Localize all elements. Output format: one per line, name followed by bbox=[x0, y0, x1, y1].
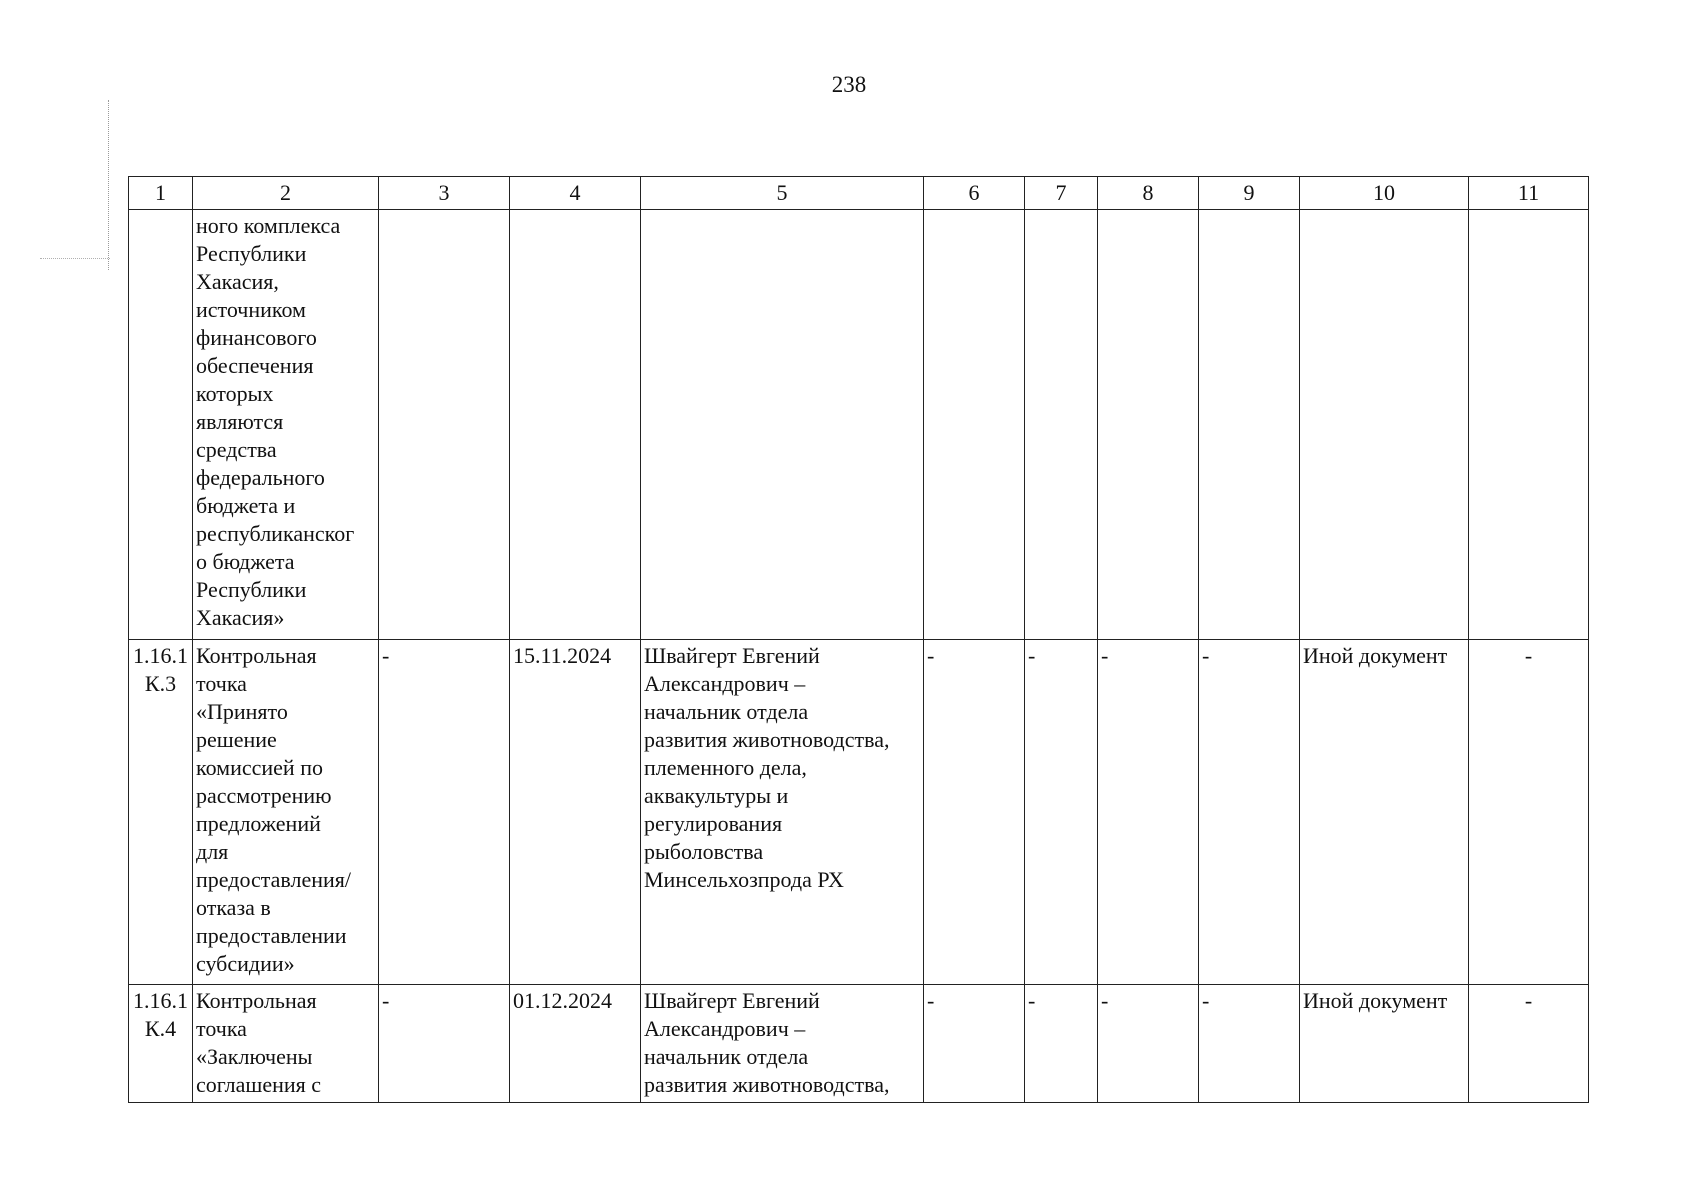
description-cell: Контрольная точка «Принято решение комиссией по рассмотрению предложений для предоставления/ отказа в предоставлении субсидии» bbox=[193, 640, 379, 985]
table-cell: - bbox=[924, 985, 1025, 1103]
table-cell: - bbox=[1025, 985, 1098, 1103]
table-cell bbox=[1025, 210, 1098, 640]
row-number-cell bbox=[129, 210, 193, 640]
row-number-cell: 1.16.1 К.4 bbox=[129, 985, 193, 1103]
table-cell: - bbox=[1025, 640, 1098, 985]
table-cell: - bbox=[1199, 985, 1300, 1103]
document-type-cell: Иной документ bbox=[1300, 985, 1469, 1103]
table-row bbox=[129, 985, 1589, 1103]
table-cell bbox=[1098, 210, 1199, 640]
data-table bbox=[128, 176, 1589, 1103]
column-header: 2 bbox=[193, 177, 379, 210]
column-header: 6 bbox=[924, 177, 1025, 210]
table-cell bbox=[379, 210, 510, 640]
scan-artifact bbox=[40, 258, 110, 259]
table-cell: - bbox=[1098, 985, 1199, 1103]
table-header-row bbox=[129, 177, 1589, 210]
document-type-cell: Иной документ bbox=[1300, 640, 1469, 985]
date-cell bbox=[510, 210, 641, 640]
column-header: 9 bbox=[1199, 177, 1300, 210]
table-cell bbox=[1199, 210, 1300, 640]
document-type-cell bbox=[1300, 210, 1469, 640]
description-cell: Контрольная точка «Заключены соглашения с bbox=[193, 985, 379, 1103]
table-cell bbox=[1469, 210, 1589, 640]
column-header: 11 bbox=[1469, 177, 1589, 210]
column-header: 10 bbox=[1300, 177, 1469, 210]
table-cell: - bbox=[1469, 985, 1589, 1103]
scan-artifact bbox=[108, 100, 115, 270]
column-header: 5 bbox=[641, 177, 924, 210]
table-cell bbox=[924, 210, 1025, 640]
table-row bbox=[129, 210, 1589, 640]
column-header: 8 bbox=[1098, 177, 1199, 210]
row-number-cell: 1.16.1 К.3 bbox=[129, 640, 193, 985]
table-cell: - bbox=[924, 640, 1025, 985]
date-cell: 01.12.2024 bbox=[510, 985, 641, 1103]
table-cell: - bbox=[1098, 640, 1199, 985]
column-header: 4 bbox=[510, 177, 641, 210]
column-header: 3 bbox=[379, 177, 510, 210]
date-cell: 15.11.2024 bbox=[510, 640, 641, 985]
responsible-cell bbox=[641, 210, 924, 640]
responsible-cell: Швайгерт Евгений Александрович – начальник отдела развития животноводства, племенного дела, аквакультуры и регулирования рыболовства Минсельхозпрода РХ bbox=[641, 640, 924, 985]
table-row bbox=[129, 640, 1589, 985]
responsible-cell: Швайгерт Евгений Александрович – начальник отдела развития животноводства, bbox=[641, 985, 924, 1103]
table-cell: - bbox=[379, 640, 510, 985]
column-header: 1 bbox=[129, 177, 193, 210]
column-header: 7 bbox=[1025, 177, 1098, 210]
description-cell: ного комплекса Республики Хакасия, источником финансового обеспечения которых являются средства федерального бюджета и республиканског о бюджета Республики Хакасия» bbox=[193, 210, 379, 640]
table-cell: - bbox=[379, 985, 510, 1103]
page-number: 238 bbox=[831, 72, 867, 97]
table-cell: - bbox=[1199, 640, 1300, 985]
table-cell: - bbox=[1469, 640, 1589, 985]
